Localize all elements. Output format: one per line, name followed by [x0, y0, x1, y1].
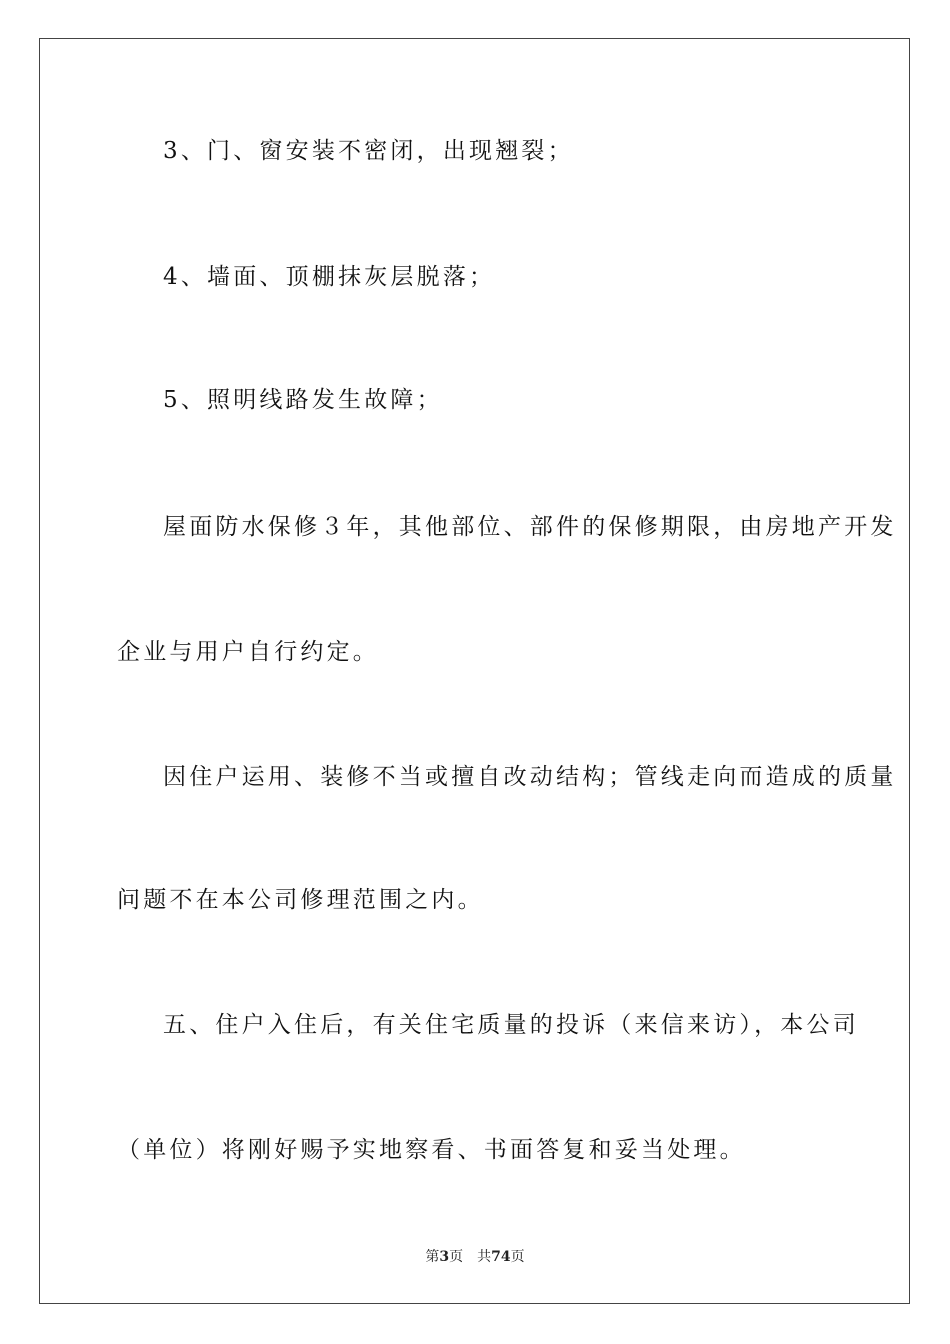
- text-line-7: 问题不在本公司修理范围之内。: [117, 887, 484, 913]
- footer-suffix: 页: [510, 1249, 525, 1265]
- text-line-5: 企业与用户自行约定。: [117, 639, 379, 665]
- text-line-9: （单位）将刚好赐予实地察看、书面答复和妥当处理。: [117, 1137, 746, 1163]
- text-line-2: 4、墙面、顶棚抹灰层脱落；: [163, 264, 496, 290]
- text-line-6: 因住户运用、装修不当或擅自改动结构；管线走向而造成的质量: [163, 764, 897, 790]
- footer-prefix: 第: [425, 1249, 440, 1265]
- page-border: [39, 38, 910, 1304]
- footer-current-page: 3: [439, 1249, 450, 1265]
- footer-mid: 页 共: [449, 1249, 492, 1265]
- footer-total-pages: 74: [491, 1249, 511, 1265]
- text-line-3: 5、照明线路发生故障；: [163, 387, 443, 413]
- page-number-footer: [0, 1246, 950, 1266]
- text-line-8: 五、住户入住后，有关住宅质量的投诉（来信来访），本公司: [163, 1012, 859, 1038]
- text-line-4: 屋面防水保修３年，其他部位、部件的保修期限，由房地产开发: [163, 514, 897, 540]
- text-line-1: 3、门、窗安装不密闭，出现翘裂；: [163, 138, 574, 164]
